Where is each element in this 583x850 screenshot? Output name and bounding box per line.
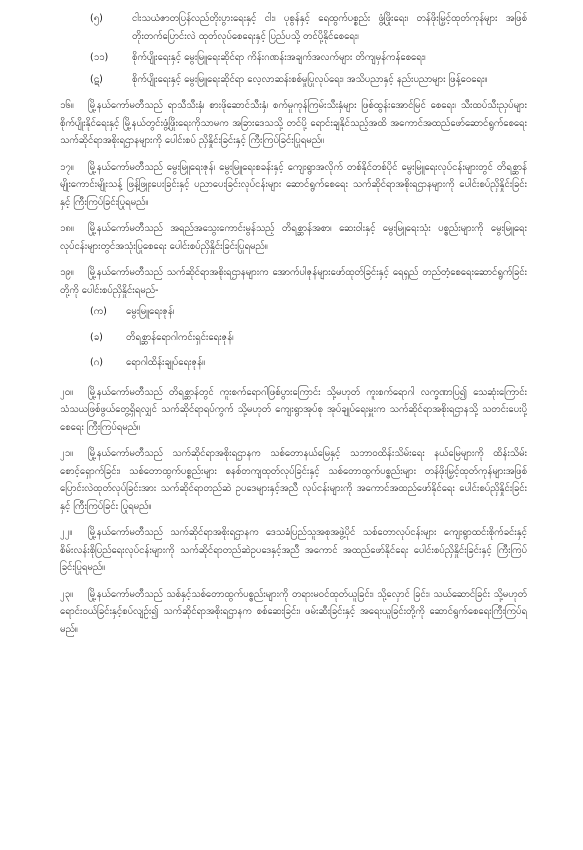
zone-item (90, 354, 527, 372)
paragraph-17 (60, 159, 527, 212)
sub-item-text: စိုက်ပျိုးရေးနှင့် မွေးမြူရေးဆိုင်ရာ ကိန်းဂဏန်းအချက်အလက်များ တိကျမှန်ကန်စေရေး၊ (132, 52, 426, 63)
zone-item-text: တိရစ္ဆာန်ရောဂါကင်းရှင်းရေးဇုန်၊ (126, 331, 234, 343)
sub-item-label: (၁၁) (90, 52, 109, 63)
sub-item (90, 10, 527, 45)
paragraph-number: ၂၃။ (60, 588, 74, 600)
sub-item (90, 49, 527, 67)
paragraph-text: မြို့နယ်ကော်မတီသည် သစ်နှင့်သစ်တောထွက်ပစ္စည်းများကို တရားမဝင်ထုတ်ယူခြင်း၊ သို့လှောင် ခြင်း၊ သယ်ဆောင်ခြင်း သို့မဟုတ် ရောင်းဝယ်ခြင်းနှင့်စပ်လျဉ်း၍ သက်ဆိုင်ရာအစိုးရဌာနက စစ်ဆေးခြင်း၊ ဖမ်းဆီးခြင်းနှင့် အရေးယူခြင်းတို့ကို ဆောင်ရွက်စေရေးကြီးကြပ်ရမည်။ (60, 588, 527, 635)
sub-item-label: (၅) (90, 13, 103, 24)
paragraph-text: မြို့နယ်ကော်မတီသည် တိရစ္ဆာန်တွင် ကူးစက်ရောဂါဖြစ်ပွားကြောင်း သို့မဟုတ် ကူးစက်ရောဂါ လက္ခဏာပြ၍ သေဆုံးကြောင်း သံသယဖြစ်ဖွယ်တွေ့ရှိရလျှင် သက်ဆိုင်ရာရပ်ကွက် သို့မဟုတ် ကျေးရွာအုပ်စု အုပ်ချုပ်ရေးမှူးက သက်ဆိုင်ရာအစိုးရဌာနသို့ သတင်းပေးပို့စေရေး ကြီးကြပ်ရမည်။ (60, 386, 527, 433)
zone-item (90, 303, 527, 321)
paragraph-number: ၁၆။ (60, 100, 74, 111)
zone-item-label: (ဂ) (90, 357, 103, 368)
paragraph-text: မြို့နယ်ကော်မတီသည် ရာသီသီးနှံ၊ စားဖိုဆောင်သီးနှံ၊ စက်မှုကုန်ကြမ်းသီးနှံများ ဖြစ်ထွန်းအောင်မြင် စေရေး၊ သီးထပ်သီးညှပ်များ စိုက်ပျိုးနိုင်ရေးနှင့် မြို့နယ်တွင်းဖွံ့ဖြိုးရေးကိုသာမက အခြားဒေသသို့ တင်ပို့ ရောင်းချနိုင်သည့်အထိ အကောင်အထည်ဖော်ဆောင်ရွက်စေရေး သက်ဆိုင်ရာအစိုးရဌာနများကို ပေါင်းစပ် ညှိနှိုင်းခြင်းနှင့် ကြီးကြပ်ခြင်းပြုရမည်။ (60, 100, 527, 146)
zone-item (90, 329, 527, 347)
paragraph-number: ၂၁။ (60, 448, 74, 459)
paragraph-21 (60, 445, 527, 515)
paragraph-number: ၁၈။ (60, 223, 74, 234)
sub-item-text: ငါးသယံဇာတပြန်လည်တိုးပွားရေးနှင့် ငါး၊ ပုစွန်နှင့် ရေထွက်ပစ္စည်း ဖွံ့ဖြိုးရေး၊ တန်ဖိုးမြှင့်ထုတ်ကုန်များ အဖြစ် တိုးတက်ပြောင်းလဲ ထုတ်လုပ်စေရေးနှင့် ပြည်ပသို့ တင်ပို့နိုင်စေရေး၊ (132, 13, 527, 42)
zone-item-label: (က) (90, 306, 107, 317)
paragraph-text: မြို့နယ်ကော်မတီသည် မွေးမြူရေးဇုန်၊ မွေးမြူရေးစခန်းနှင့် ကျေးရွာအလိုက် တစ်နိုင်တစ်ပိုင် မွေးမြူရေးလုပ်ငန်းများတွင် တိရစ္ဆာန်မျိုးကောင်းမျိုးသန့် ဖြန့်ဖြူးပေးခြင်းနှင့် ပညာပေးခြင်းလုပ်ငန်းများ ဆောင်ရွက်စေရေး သက်ဆိုင်ရာအစိုးရဌာနများကို ပေါင်းစပ်ညှိနှိုင်းခြင်းနှင့် ကြီးကြပ်ခြင်းပြုရမည်။ (60, 161, 527, 208)
paragraph-19 (60, 264, 527, 299)
paragraph-text: မြို့နယ်ကော်မတီသည် သက်ဆိုင်ရာအစိုးရဌာနက သစ်တောနယ်မြေနှင့် သဘာဝထိန်းသိမ်းရေး နယ်မြေများကို ထိန်းသိမ်းစောင့်ရှောက်ခြင်း၊ သစ်တောထွက်ပစ္စည်းများ စနစ်တကျထုတ်လုပ်ခြင်းနှင့် သစ်တောထွက်ပစ္စည်းများ တန်ဖိုးမြှင့်ထုတ်ကုန်များအဖြစ် ပြောင်းလဲထုတ်လုပ်ခြင်းအား သက်ဆိုင်ရာတည်ဆဲ ဥပဒေများနှင့်အညီ လုပ်ငန်းများကို အကောင်အထည်ဖော်နိုင်ရေး ပေါင်းစပ်ညှိနှိုင်းခြင်းနှင့် ကြီးကြပ်ခြင်း ပြုရမည်။ (60, 448, 527, 512)
paragraph-number: ၁၉။ (60, 267, 74, 278)
zone-item-text: မွေးမြူရေးဇုန်၊ (126, 306, 175, 317)
paragraph-text: မြို့နယ်ကော်မတီသည် သက်ဆိုင်ရာအစိုးရဌာနက ဒေသခံပြည်သူအစုအဖွဲ့ပိုင် သစ်တောလုပ်ငန်းများ ကျေးရွာထင်းစိုက်ခင်းနှင့် စိမ်းလန်းစိုပြည်ရေးလုပ်ငန်းများကို သက်ဆိုင်ရာတည်ဆဲဥပဒေနှင့်အညီ အကောင် အထည်ဖော်နိုင်ရေး ပေါင်းစပ်ညှိနှိုင်းခြင်းနှင့် ကြီးကြပ်ခြင်းပြုရမည်။ (60, 527, 527, 573)
sub-item (90, 71, 527, 89)
paragraph-18 (60, 220, 527, 255)
sub-item-text: စိုက်ပျိုးရေးနှင့် မွေးမြူရေးဆိုင်ရာ လေ့လာဆန်းစစ်မှုပြုလုပ်ရေး၊ အသိပညာနှင့် နည်းပညာများ ဖြန့်ဝေရေး။ (132, 73, 488, 85)
paragraph-number: ၁၇။ (60, 161, 74, 173)
zone-list (90, 303, 527, 372)
paragraph-16 (60, 97, 527, 150)
paragraph-text: မြို့နယ်ကော်မတီသည် အရည်အသွေးကောင်းမွန်သည့် တိရစ္ဆာန်အစာ၊ ဆေးဝါးနှင့် မွေးမြူရေးသုံး ပစ္စည်းများကို မွေးမြူရေးလုပ်ငန်းများတွင်အသုံးပြုစေရေး ပေါင်းစပ်ညှိနှိုင်းခြင်းပြုရမည်။ (60, 223, 527, 252)
sub-item-label: (ဋ) (90, 73, 103, 85)
zone-item-text: ရောဂါထိန်းချုပ်ရေးဇုန်။ (126, 357, 205, 368)
paragraph-22 (60, 524, 527, 577)
paragraph-number: ၂၀။ (60, 386, 74, 398)
paragraph-number: ၂၂။ (60, 527, 73, 538)
paragraph-20 (60, 384, 527, 437)
paragraph-text: မြို့နယ်ကော်မတီသည် သက်ဆိုင်ရာအစိုးရဌာနများက အောက်ပါဇုန်များဖော်ထုတ်ခြင်းနှင့် ရေရှည် တည်တံ့စေရေးဆောင်ရွက်ခြင်းတို့ကို ပေါင်းစပ်ညှိနှိုင်းရမည်- (60, 267, 527, 296)
zone-item-label: (ခ) (90, 331, 103, 343)
paragraph-23 (60, 586, 527, 639)
